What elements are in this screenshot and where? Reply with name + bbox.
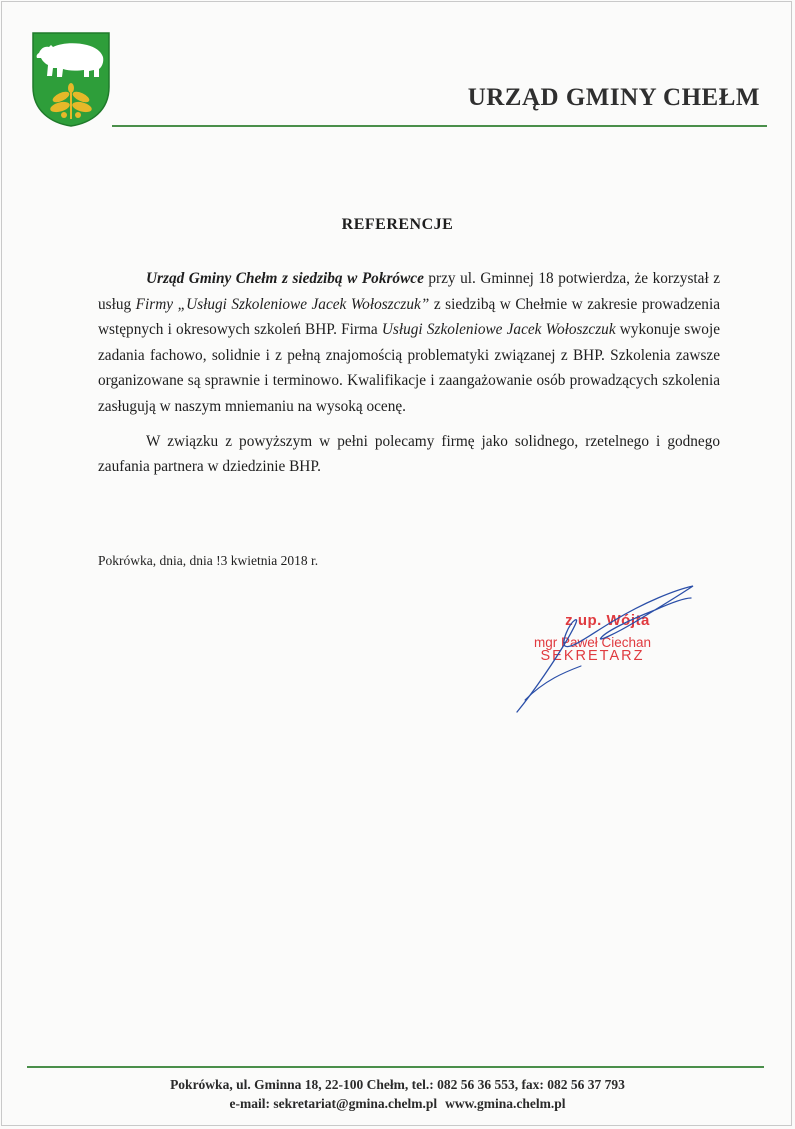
organization-name: URZĄD GMINY CHEŁM [467, 84, 760, 111]
document-title: REFERENCJE [341, 216, 454, 233]
footer-divider [27, 1066, 764, 1068]
footer-website[interactable]: www.gmina.chelm.pl [445, 1096, 566, 1111]
footer-contact [0, 1075, 795, 1113]
stamp-line-name: mgr Paweł Ciechan [533, 635, 652, 650]
place-and-date: Pokrówka, dnia, dnia !3 kwietnia 2018 r. [98, 553, 319, 568]
footer-email[interactable]: e-mail: sekretariat@gmina.chelm.pl [229, 1096, 438, 1111]
paragraph-2: W związku z powyższym w pełni polecamy firmę jako solidnego, rzetelnego i godnego zaufania partnera w dziedzinie BHP. [98, 432, 720, 476]
paragraph-1 [98, 266, 720, 420]
paragraph-1-segment: wykonuje swoje zadania fachowo, solidnie i z pełną znajomością problematyki związanej z BHP. Szkolenia zawsze organizowane są sprawnie i terminowo. Kwalifikacje i zaangażowanie osób prowadzących szkolenia zasługują w naszym mniemaniu na wysoką ocenę. [98, 321, 720, 415]
paragraph-1-segment: Firmy „Usługi Szkoleniowe Jacek Wołoszczuk” [135, 295, 430, 313]
handwritten-signature [505, 580, 705, 720]
coat-of-arms-logo [31, 31, 111, 127]
paragraph-1-segment: Usługi Szkoleniowe Jacek Wołoszczuk [381, 321, 616, 339]
paragraph-1-segment: przy ul. Gminnej 18 potwierdza, że korzystał z usług [98, 270, 721, 313]
stamp-line-position: SEKRETARZ [540, 648, 645, 664]
footer-address: Pokrówka, ul. Gminna 18, 22-100 Chełm, tel.: 082 56 36 553, fax: 082 56 37 793 [170, 1077, 625, 1092]
paragraph-1-segment: Urząd Gminy Chełm z siedzibą w Pokrówce [146, 270, 424, 287]
document-body [98, 266, 720, 480]
header-divider [112, 125, 767, 127]
paragraph-1-segment: z siedzibą w Chełmie w zakresie prowadzenia wstępnych i okresowych szkoleń BHP. Firma [98, 295, 720, 339]
stamp-line-authority: z up. Wójta [565, 612, 650, 629]
footer-online [0, 1094, 795, 1113]
